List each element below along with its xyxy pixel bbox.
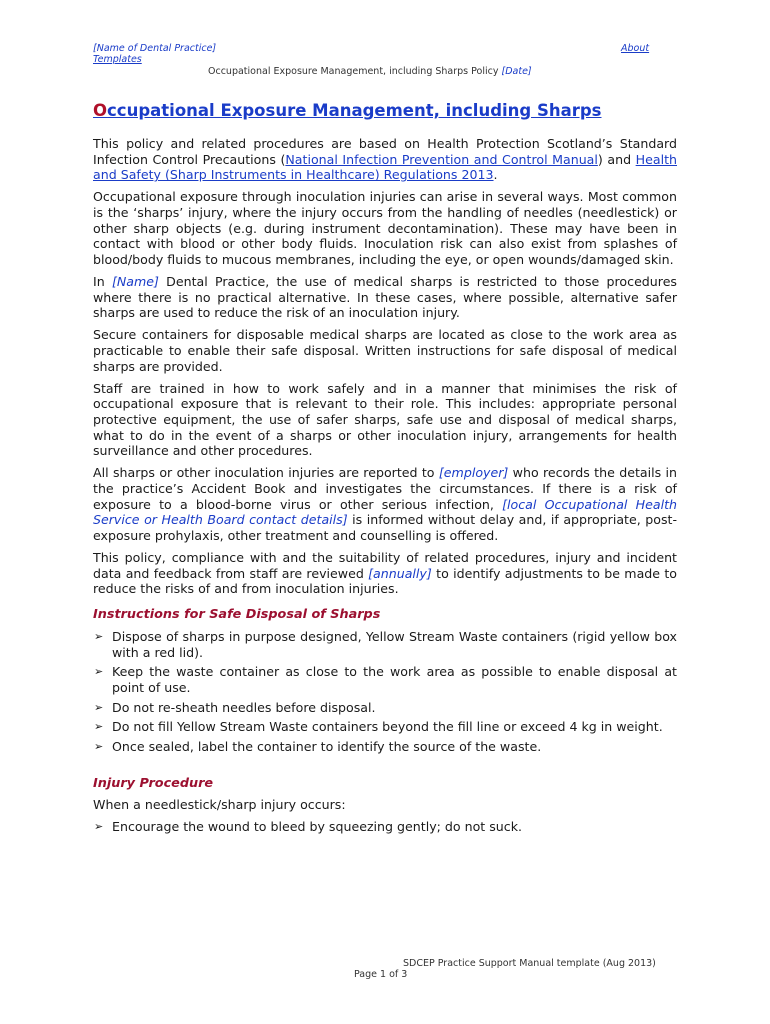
- injury-intro: When a needlestick/sharp injury occurs:: [93, 797, 346, 813]
- text-span: This policy, compliance with and the suitability of related procedures, injury and incident data and feedback from staff are reviewed: [93, 550, 677, 581]
- header-subtitle-text: Occupational Exposure Management, including Sharps Policy: [208, 66, 499, 77]
- paragraph-policy-basis: [93, 136, 677, 183]
- arrow-bullet-icon: ➢: [94, 629, 104, 643]
- title-rest: ccupational Exposure Management, including Sharps: [107, 101, 602, 120]
- footer-manual-version: SDCEP Practice Support Manual template (Aug 2013): [403, 958, 656, 969]
- list-item: [93, 700, 677, 716]
- date-placeholder: [Date]: [501, 66, 532, 77]
- arrow-bullet-icon: ➢: [94, 700, 104, 714]
- text-span: .: [493, 167, 498, 183]
- text-span: All sharps or other inoculation injuries are reported to: [93, 465, 439, 481]
- list-item-text: Do not re-sheath needles before disposal.: [112, 699, 376, 715]
- injury-procedure-list: [93, 819, 677, 835]
- list-item-text: Once sealed, label the container to identify the source of the waste.: [112, 739, 542, 755]
- safe-disposal-list: [93, 629, 677, 755]
- practice-name-placeholder: [Name of Dental Practice]: [93, 43, 217, 54]
- list-item: [93, 739, 677, 755]
- text-span: is informed without delay and, if appropriate, post-exposure prohylaxis, other treatment and counselling is offered.: [93, 512, 678, 544]
- templates-link[interactable]: Templates: [93, 54, 142, 65]
- about-templates-link[interactable]: About: [621, 43, 650, 54]
- list-item-text: Keep the waste container as close to the work area as possible to enable disposal at point of use.: [112, 664, 677, 695]
- text-span: to identify adjustments to be made to reduce the risks of and from inoculation injuries.: [93, 565, 677, 597]
- paragraph-staff-training: Staff are trained in how to work safely and in a manner that minimises the risk of occupational exposure that is relevant to their role. This includes: appropriate personal protective equipment, the use of safer sharps, safe use and disposal of medical sharps, what to do in the event of a sharps or other inoculation injury, arrangements for health surveillance and other procedures.: [93, 380, 677, 459]
- arrow-bullet-icon: ➢: [94, 740, 104, 754]
- review-frequency-placeholder: [annually]: [368, 565, 432, 581]
- paragraph-review: [93, 550, 677, 597]
- text-span: who records the details in the practice’s Accident Book and investigates the circumstances. If there is a risk of exposure to a blood-borne virus or other serious infection,: [93, 465, 677, 512]
- occupational-health-placeholder: [local Occupational Health Service or Health Board contact details]: [93, 496, 677, 528]
- list-item-text: Dispose of sharps in purpose designed, Yellow Stream Waste containers (rigid yellow box with a red lid).: [112, 628, 677, 660]
- title-first-letter: O: [93, 101, 108, 120]
- list-item-text: Do not fill Yellow Stream Waste containers beyond the fill line or exceed 4 kg in weight.: [112, 719, 663, 735]
- paragraph-sharps-use: [93, 274, 677, 321]
- text-span: ) and: [597, 151, 636, 167]
- arrow-bullet-icon: ➢: [94, 720, 104, 734]
- list-item: [93, 664, 677, 695]
- document-body: [93, 136, 677, 839]
- paragraph-reporting: [93, 465, 677, 544]
- list-item: [93, 629, 677, 660]
- paragraph-secure-containers: Secure containers for disposable medical sharps are located as close to the work area as practicable to enable their safe disposal. Written instructions for safe disposal of medical sharps are provided.: [93, 327, 677, 374]
- document-title[interactable]: [93, 101, 602, 120]
- text-span: This policy and related procedures are based on Health Protection Scotland’s Standard Infection Control Precautions (: [93, 136, 677, 167]
- list-item-text: Encourage the wound to bleed by squeezing gently; do not suck.: [112, 819, 522, 835]
- section-heading-safe-disposal: Instructions for Safe Disposal of Sharps: [93, 607, 381, 623]
- header-subtitle: [208, 66, 532, 77]
- footer-page-number: Page 1 of 3: [354, 969, 408, 980]
- paragraph-occupational-exposure: Occupational exposure through inoculation injuries can arise in several ways. Most common is the ‘sharps’ injury, where the injury occurs from the handling of needles (needlestick) or other sharp objects (e.g. during instrument decontamination). These may have been in contact with blood or other body fluids. Inoculation risk can also exist from splashes of blood/body fluids to mucous membranes, including the eye, or open wounds/damaged skin.: [93, 189, 677, 268]
- arrow-bullet-icon: ➢: [94, 665, 104, 679]
- name-placeholder: [Name]: [111, 274, 159, 289]
- section-heading-injury-procedure: Injury Procedure: [93, 775, 214, 791]
- text-span: In: [93, 274, 112, 289]
- infection-control-manual-link[interactable]: National Infection Prevention and Control Manual: [285, 151, 598, 167]
- arrow-bullet-icon: ➢: [94, 820, 104, 834]
- employer-placeholder: [employer]: [438, 465, 509, 481]
- list-item: [93, 719, 677, 735]
- list-item: [93, 819, 677, 835]
- text-span: Dental Practice, the use of medical sharps is restricted to those procedures where there is no practical alternative. In these cases, where possible, alternative safer sharps are used to reduce the risk of an inoculation injury.: [93, 274, 677, 321]
- sharps-regulations-link[interactable]: Health and Safety (Sharp Instruments in Healthcare) Regulations 2013: [93, 151, 677, 183]
